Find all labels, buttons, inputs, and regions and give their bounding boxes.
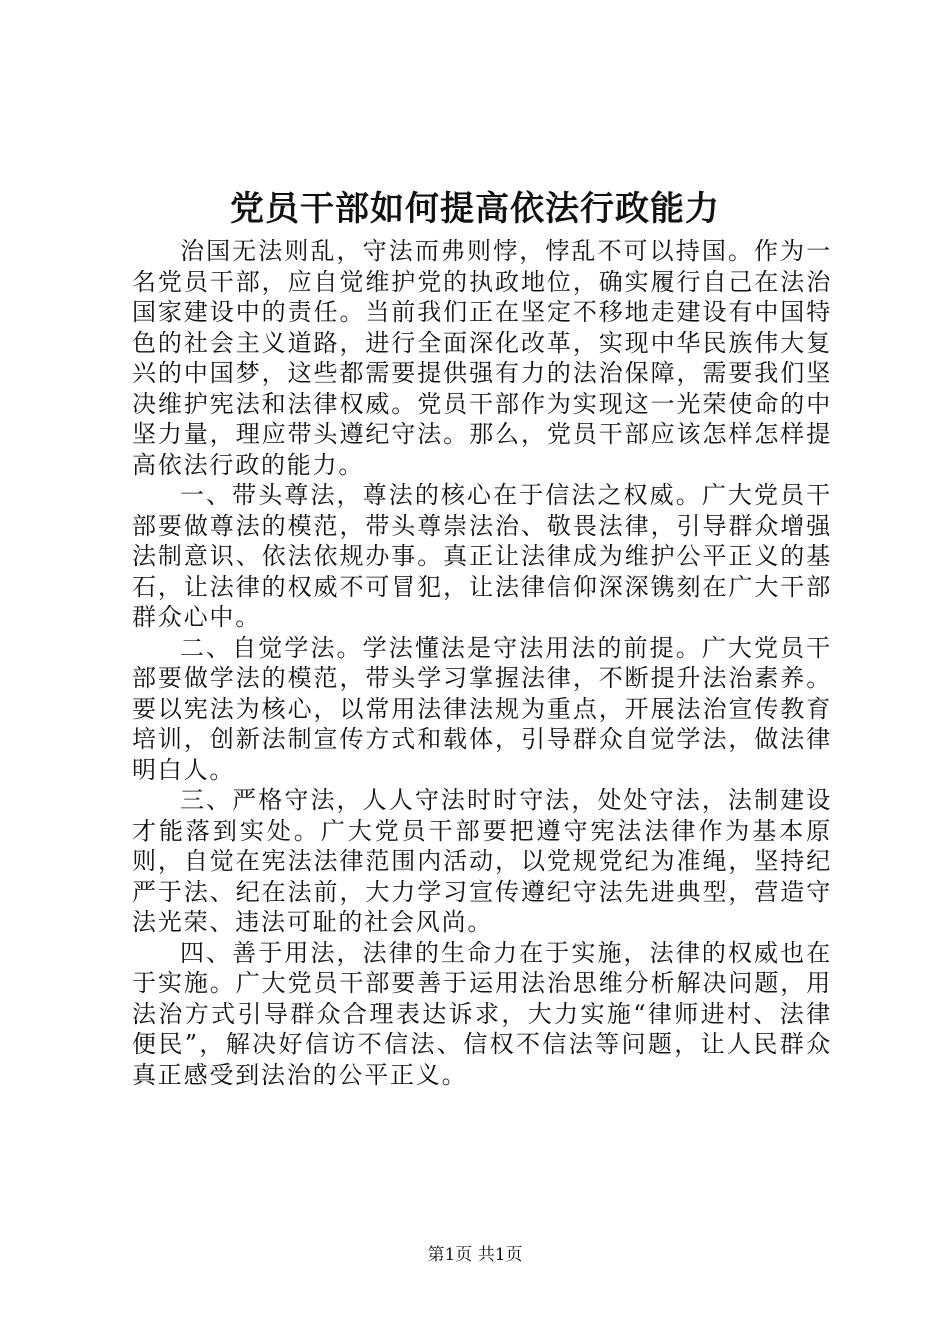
paragraph-respect-law: 一、带头尊法，尊法的核心在于信法之权威。广大党员干部要做尊法的模范，带头尊崇法治、敬畏法律，引导群众增强法制意识、依法依规办事。真正让法律成为维护公平正义的基石，让法律的权威不可冒犯，让法律信仰深深镌刻在广大干部群众心中。 [132,481,832,631]
paragraph-apply-law: 四、善于用法，法律的生命力在于实施，法律的权威也在于实施。广大党员干部要善于运用法治思维分析解决问题，用法治方式引导群众合理表达诉求，大力实施“律师进村、法律便民”，解决好信访不信法、信权不信法等问题，让人民群众真正感受到法治的公平正义。 [132,938,832,1089]
paragraph-study-law: 二、自觉学法。学法懂法是守法用法的前提。广大党员干部要做学法的模范，带头学习掌握法律，不断提升法治素养。要以宪法为核心，以常用法律法规为重点，开展法治宣传教育培训，创新法制宣传方式和载体，引导群众自觉学法，做法律明白人。 [132,633,832,784]
paragraph-intro: 治国无法则乱，守法而弗则悖，悖乱不可以持国。作为一名党员干部，应自觉维护党的执政地位，确实履行自己在法治国家建设中的责任。当前我们正在坚定不移地走建设有中国特色的社会主义道路，进行全面深化改革，实现中华民族伟大复兴的中国梦，这些都需要提供强有力的法治保障，需要我们坚决维护宪法和法律权威。党员干部作为实现这一光荣使命的中坚力量，理应带头遵纪守法。那么，党员干部应该怎样怎样提高依法行政的能力。 [132,237,832,479]
page-footer: 第1页 共1页 [427,1245,523,1265]
paragraph-obey-law: 三、严格守法，人人守法时时守法，处处守法，法制建设才能落到实处。广大党员干部要把遵守宪法法律作为基本原则，自觉在宪法法律范围内活动，以党规党纪为准绳，坚持纪严于法、纪在法前，大力学习宣传遵纪守法先进典型，营造守法光荣、违法可耻的社会风尚。 [132,786,832,936]
document-body [132,236,832,1090]
document-title: 党员干部如何提高依法行政能力 [230,189,720,229]
